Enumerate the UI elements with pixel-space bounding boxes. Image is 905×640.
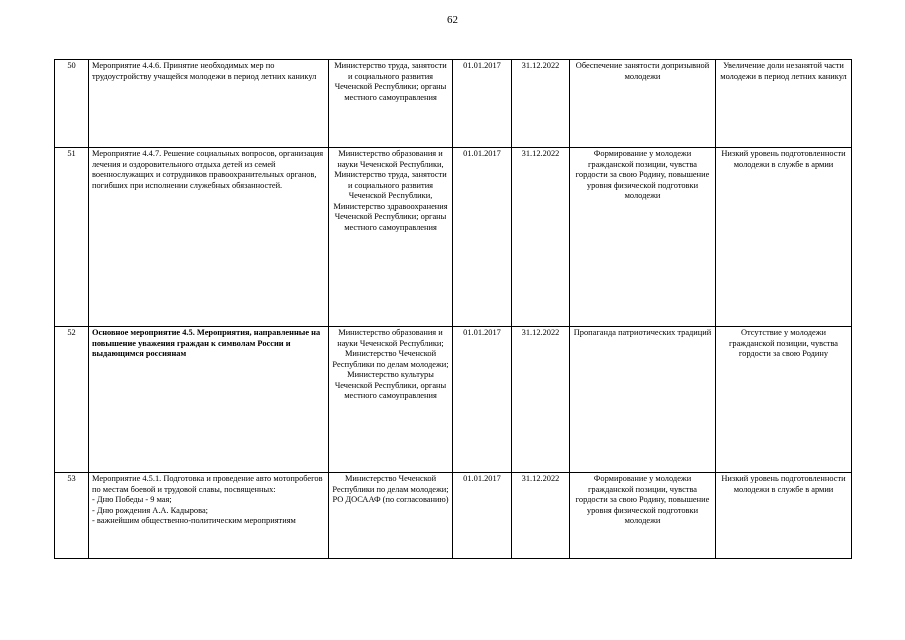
consequence: Низкий уровень подготовленности молодежи в службе в армии bbox=[716, 473, 852, 559]
executor: Министерство образования и науки Чеченской Республики, Министерство труда, занятости и социального развития Чеченской Республики, Министерство здравоохранения Чеченской Республики; органы местного самоуправления bbox=[329, 148, 453, 327]
start-date: 01.01.2017 bbox=[453, 473, 512, 559]
end-date: 31.12.2022 bbox=[512, 327, 570, 473]
expected-result: Пропаганда патриотических традиций bbox=[570, 327, 716, 473]
program-activities-table bbox=[54, 59, 852, 559]
consequence: Увеличение доли незанятой части молодежи в период летних каникул bbox=[716, 60, 852, 148]
activity-name: Основное мероприятие 4.5. Мероприятия, направленные на повышение уважения граждан к символам России и выдающимся россиянам bbox=[89, 327, 329, 473]
activity-name: Мероприятие 4.4.7. Решение социальных вопросов, организация лечения и оздоровительного отдыха детей из семей военнослужащих и сотрудников правоохранительных органов, погибших при исполнении служебных обязанностей. bbox=[89, 148, 329, 327]
row-number: 51 bbox=[55, 148, 89, 327]
end-date: 31.12.2022 bbox=[512, 60, 570, 148]
end-date: 31.12.2022 bbox=[512, 148, 570, 327]
consequence: Низкий уровень подготовленности молодежи в службе в армии bbox=[716, 148, 852, 327]
start-date: 01.01.2017 bbox=[453, 148, 512, 327]
expected-result: Обеспечение занятости допризывной молодежи bbox=[570, 60, 716, 148]
executor: Министерство Чеченской Республики по делам молодежи; РО ДОСААФ (по согласованию) bbox=[329, 473, 453, 559]
row-number: 50 bbox=[55, 60, 89, 148]
activity-name: Мероприятие 4.5.1. Подготовка и проведение авто мотопробегов по местам боевой и трудовой славы, посвященных: - Дню Победы - 9 мая; - Дню рождения А.А. Кадырова; - важнейшим общественно-политическим мероприятиям bbox=[89, 473, 329, 559]
row-number: 52 bbox=[55, 327, 89, 473]
table-row bbox=[55, 327, 852, 473]
page-number: 62 bbox=[447, 14, 458, 26]
end-date: 31.12.2022 bbox=[512, 473, 570, 559]
table-row bbox=[55, 473, 852, 559]
activity-name: Мероприятие 4.4.6. Принятие необходимых мер по трудоустройству учащейся молодежи в период летних каникул bbox=[89, 60, 329, 148]
table-row bbox=[55, 148, 852, 327]
executor: Министерство труда, занятости и социального развития Чеченской Республики; органы местного самоуправления bbox=[329, 60, 453, 148]
row-number: 53 bbox=[55, 473, 89, 559]
expected-result: Формирование у молодежи гражданской позиции, чувства гордости за свою Родину, повышение уровня физической подготовки молодежи bbox=[570, 148, 716, 327]
executor: Министерство образования и науки Чеченской Республики; Министерство Чеченской Республики по делам молодежи; Министерство культуры Чеченской Республики, органы местного самоуправления bbox=[329, 327, 453, 473]
table-row bbox=[55, 60, 852, 148]
expected-result: Формирование у молодежи гражданской позиции, чувства гордости за свою Родину, повышение уровня физической подготовки молодежи bbox=[570, 473, 716, 559]
consequence: Отсутствие у молодежи гражданской позиции, чувства гордости за свою Родину bbox=[716, 327, 852, 473]
start-date: 01.01.2017 bbox=[453, 327, 512, 473]
start-date: 01.01.2017 bbox=[453, 60, 512, 148]
